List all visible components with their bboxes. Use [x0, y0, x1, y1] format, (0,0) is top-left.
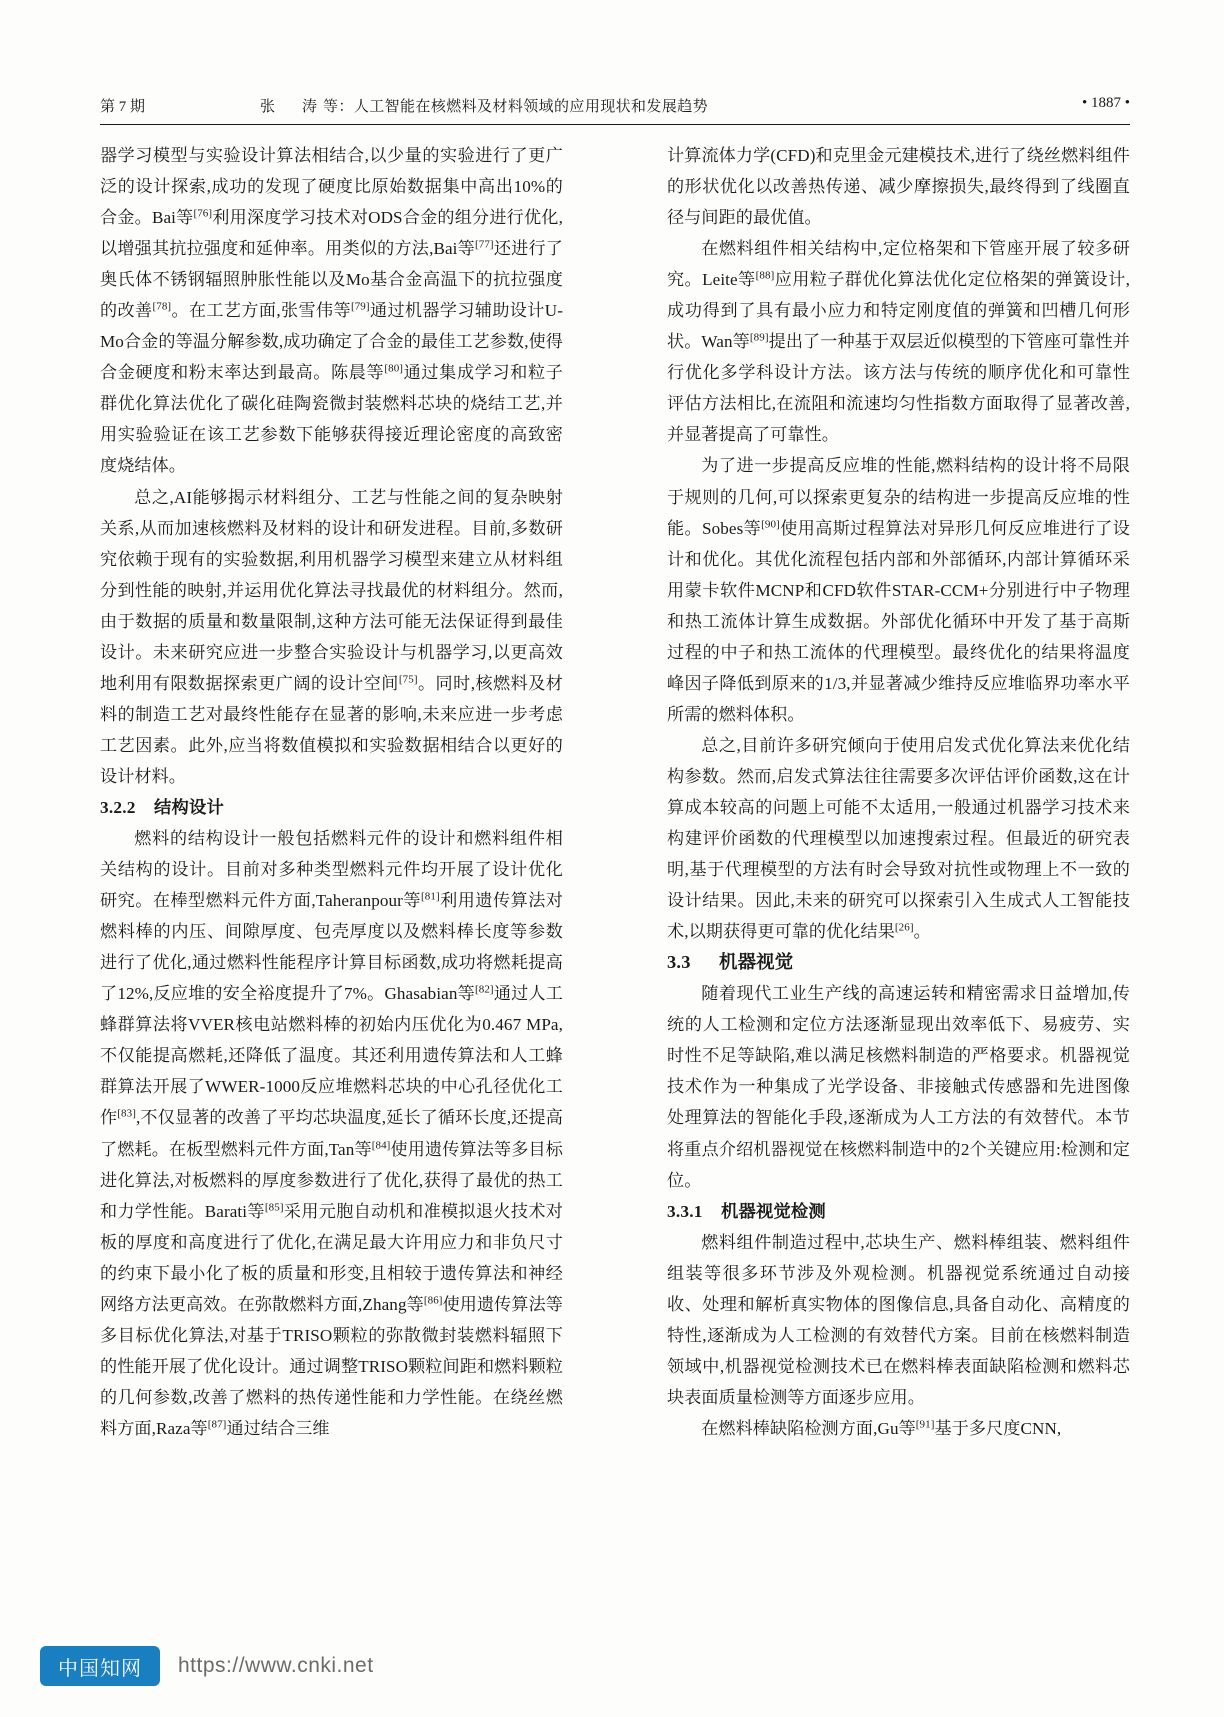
- running-head-title: [260, 95, 708, 116]
- section-number: 3.2.2: [100, 797, 136, 817]
- header-divider: [100, 124, 1130, 125]
- paragraph: 随着现代工业生产线的高速运转和精密需求日益增加,传统的人工检测和定位方法逐渐显现出效率低下、易疲劳、实时性不足等缺陷,难以满足核燃料制造的严格要求。机器视觉技术作为一种集成了光学设备、非接触式传感器和先进图像处理算法的智能化手段,逐渐成为人工方法的有效替代。本节将重点介绍机器视觉在核燃料制造中的2个关键应用:检测和定位。: [667, 984, 1130, 1190]
- section-number: 3.3.1: [667, 1201, 703, 1221]
- paragraph: 燃料组件制造过程中,芯块生产、燃料棒组装、燃料组件组装等很多环节涉及外观检测。机器视觉系统通过自动接收、处理和解析真实物体的图像信息,具备自动化、高精度的特性,逐渐成为人工检测的有效替代方案。目前在核燃料制造领域中,机器视觉检测技术已在燃料棒表面缺陷检测和燃料芯块表面质量检测等方面逐步应用。: [667, 1232, 1130, 1407]
- paragraph: 计算流体力学(CFD)和克里金元建模技术,进行了绕丝燃料组件的形状优化以改善热传递、减少摩擦损失,最终得到了线圈直径与间距的最优值。: [667, 146, 1130, 228]
- page-number: • 1887 •: [1081, 95, 1130, 111]
- body-columns: [100, 140, 1130, 1485]
- section-title: 结构设计: [154, 797, 224, 817]
- section-title: 机器视觉: [719, 952, 794, 973]
- paragraph: 为了进一步提高反应堆的性能,燃料结构的设计将不局限于规则的几何,可以探索更复杂的结构进一步提高反应堆的性能。Sobes等[90]使用高斯过程算法对异形几何反应堆进行了设计和优化。其优化流程包括内部和外部循环,内部计算循环采用蒙卡软件MCNP和CFD软件STAR-CCM+分别进行中子物理和热工流体计算生成数据。外部优化循环中开发了基于高斯过程的中子和热工流体的代理模型。最终优化的结果将温度峰因子降低到原来的1/3,并显著减少维持反应堆临界功率水平所需的燃料体积。: [667, 456, 1131, 724]
- running-head: [100, 95, 1130, 117]
- paragraph: 燃料的结构设计一般包括燃料元件的设计和燃料组件相关结构的设计。目前对多种类型燃料元件均开展了设计优化研究。在棒型燃料元件方面,Taheranpour等[81]利用遗传算法对燃料棒的内压、间隙厚度、包壳厚度以及燃料棒长度等参数进行了优化,通过燃料性能程序计算目标函数,成功将燃耗提高了12%,反应堆的安全裕度提升了7%。Ghasabian等[82]通过人工蜂群算法将VVER核电站燃料棒的初始内压优化为0.467 MPa,不仅能提高燃耗,还降低了温度。其还利用遗传算法和人工蜂群算法开展了WWER-1000反应堆燃料芯块的中心孔径优化工作[83],不仅显著的改善了平均芯块温度,延长了循环长度,还提高了燃耗。在板型燃料元件方面,Tan等[84]使用遗传算法等多目标进化算法,对板燃料的厚度参数进行了优化,获得了最优的热工和力学性能。Barati等[85]采用元胞自动机和准模拟退火技术对板的厚度和高度进行了优化,在满足最大许用应力和非负尺寸的约束下最小化了板的质量和形变,且相较于遗传算法和神经网络方法更高效。在弥散燃料方面,Zhang等[86]使用遗传算法等多目标优化算法,对基于TRISO颗粒的弥散微封装燃料辐照下的性能开展了优化设计。通过调整TRISO颗粒间距和燃料颗粒的几何参数,改善了燃料的热传递性能和力学性能。在绕丝燃料方面,Raza等[87]通过结合三维: [100, 829, 564, 1438]
- running-head-author-suffix: 等：: [323, 99, 354, 115]
- paragraph: 在燃料组件相关结构中,定位格架和下管座开展了较多研究。Leite等[88]应用粒子群优化算法优化定位格架的弹簧设计,成功得到了具有最小应力和特定刚度值的弹簧和凹槽几何形状。Wan等[89]提出了一种基于双层近似模型的下管座可靠性并行优化多学科设计方法。该方法与传统的顺序优化和可靠性评估方法相比,在流阻和流速均匀性指数方面取得了显著改善,并显著提高了可靠性。: [667, 239, 1131, 445]
- paragraph: 总之,AI能够揭示材料组分、工艺与性能之间的复杂映射关系,从而加速核燃料及材料的设计和研发进程。目前,多数研究依赖于现有的实验数据,利用机器学习模型来建立从材料组分到性能的映射,并运用优化算法寻找最优的材料组分。然而,由于数据的质量和数量限制,这种方法可能无法保证得到最佳设计。未来研究应进一步整合实验设计与机器学习,以更高效地利用有限数据探索更广阔的设计空间[75]。同时,核燃料及材料的制造工艺对最终性能存在显著的影响,未来应进一步考虑工艺因素。此外,应当将数值模拟和实验数据相结合以更好的设计材料。: [100, 487, 563, 786]
- paragraph: 总之,目前许多研究倾向于使用启发式优化算法来优化结构参数。然而,启发式算法往往需要多次评估评价函数,这在计算成本较高的问题上可能不太适用,一般通过机器学习技术来构建评价函数的代理模型以加速搜索过程。但最近的研究表明,基于代理模型的方法有时会导致对抗性或物理上不一致的设计结果。因此,未来的研究可以探索引入生成式人工智能技术,以期获得更可靠的优化结果[26]。: [667, 735, 1130, 942]
- running-head-issue: 第 7 期: [100, 99, 146, 115]
- section-heading-3-2-2: [100, 792, 563, 823]
- running-head-author: 张 涛: [260, 99, 324, 115]
- running-head-article-title: 人工智能在核燃料及材料领域的应用现状和发展趋势: [353, 99, 709, 115]
- section-heading-3-3-1: [667, 1196, 1130, 1227]
- paragraph: 在燃料棒缺陷检测方面,Gu等[91]基于多尺度CNN,: [701, 1418, 1062, 1438]
- right-column: [667, 140, 1130, 1485]
- section-heading-3-3: [667, 947, 1130, 978]
- cnki-logo: 中国知网: [40, 1646, 160, 1686]
- paragraph: 器学习模型与实验设计算法相结合,以少量的实验进行了更广泛的设计探索,成功的发现了硬度比原始数据集中高出10%的合金。Bai等[76]利用深度学习技术对ODS合金的组分进行优化,以增强其抗拉强度和延伸率。用类似的方法,Bai等[77]还进行了奥氏体不锈钢辐照肿胀性能以及Mo基合金高温下的抗拉强度的改善[78]。在工艺方面,张雪伟等[79]通过机器学习辅助设计U-Mo合金的等温分解参数,成功确定了合金的最佳工艺参数,使得合金硬度和粉末率达到最高。陈晨等[80]通过集成学习和粒子群优化算法优化了碳化硅陶瓷微封装燃料芯块的烧结工艺,并用实验验证在该工艺参数下能够获得接近理论密度的高致密度烧结体。: [100, 146, 564, 476]
- section-number: 3.3: [667, 952, 691, 973]
- left-column: [100, 140, 563, 1485]
- cnki-url: https://www.cnki.net: [178, 1654, 374, 1677]
- section-title: 机器视觉检测: [721, 1201, 826, 1221]
- footer-watermark: [40, 1643, 374, 1689]
